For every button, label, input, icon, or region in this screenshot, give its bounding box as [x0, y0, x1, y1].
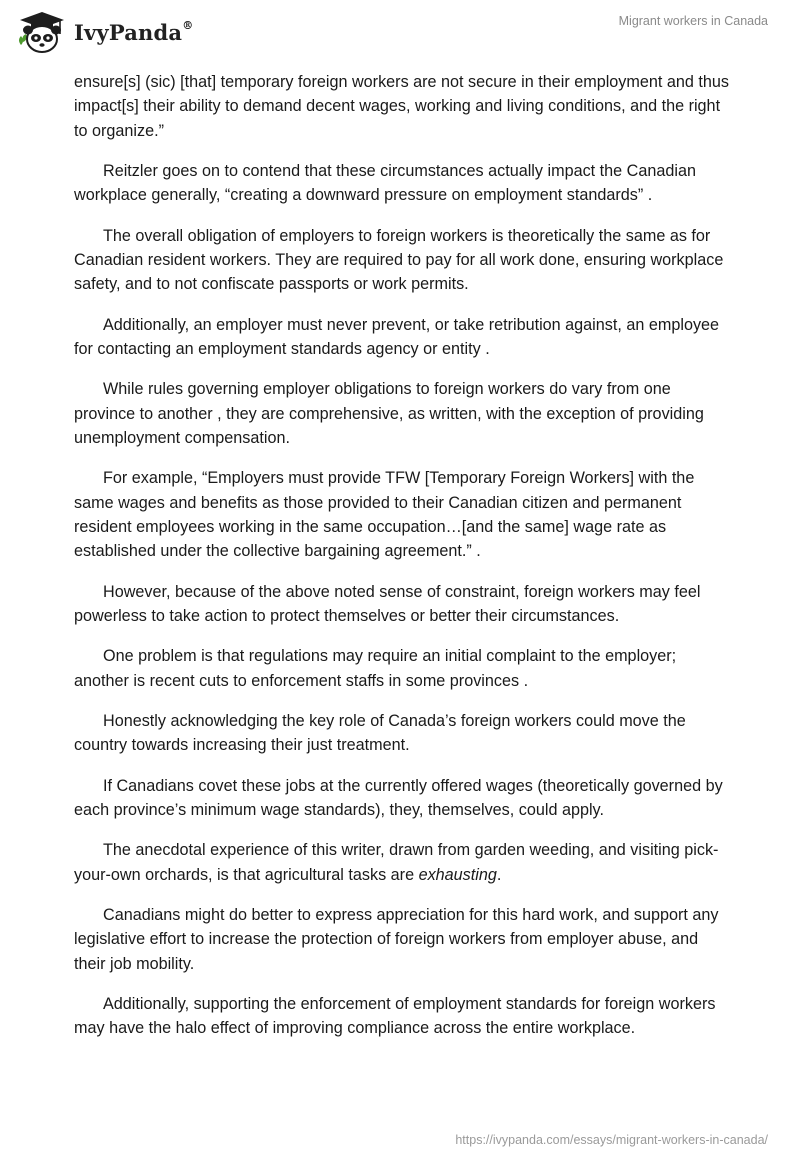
paragraph: Additionally, an employer must never prevent, or take retribution against, an employee for contacting an employment standards agency or entity .	[74, 315, 720, 359]
paragraph-tail: .	[496, 865, 502, 884]
paragraph: One problem is that regulations may require an initial complaint to the employer; another is recent cuts to enforcement staffs in some provinces .	[74, 647, 677, 690]
paragraph: The overall obligation of employers to foreign workers is theoretically the same as for Canadian resident workers. They are required to pay for all work done, ensuring workplace safety, and to not confiscate passports or work permits.	[74, 226, 724, 294]
paragraph	[74, 838, 734, 887]
essay-body	[74, 70, 734, 1056]
paragraph: Honestly acknowledging the key role of Canada’s foreign workers could move the country towards increasing their just treatment.	[74, 711, 686, 755]
paragraph: If Canadians covet these jobs at the currently offered wages (theoretically governed by each province’s minimum wage standards), they, themselves, could apply.	[74, 776, 723, 819]
paragraph: Canadians might do better to express appreciation for this hard work, and support any legislative effort to increase the protection of foreign workers from employer abuse, and their job mobility.	[74, 905, 719, 973]
paragraph: Reitzler goes on to contend that these circumstances actually impact the Canadian workplace generally, “creating a downward pressure on employment standards” .	[74, 162, 696, 205]
source-url-link[interactable]: https://ivypanda.com/essays/migrant-workers-in-canada/	[455, 1133, 768, 1147]
paragraph-text: The anecdotal experience of this writer, drawn from garden weeding, and visiting pick-your-own orchards, is that agricultural tasks are	[74, 841, 719, 884]
brand-name: IvyPanda®	[74, 18, 194, 45]
page-header	[0, 0, 800, 66]
emphasis-text: exhausting	[418, 865, 497, 884]
paragraph: While rules governing employer obligations to foreign workers do vary from one province to another , they are comprehensive, as written, with the exception of providing unemployment compensation.	[74, 380, 704, 448]
paragraph: Additionally, supporting the enforcement of employment standards for foreign workers may have the halo effect of improving compliance across the entire workplace.	[74, 994, 716, 1038]
panda-graduate-icon	[16, 10, 68, 54]
paragraph: For example, “Employers must provide TFW [Temporary Foreign Workers] with the same wages and benefits as those provided to their Canadian citizen and permanent resident employees working in the same occupation…[and the same] wage rate as established under the collective bargaining agreement.” .	[74, 469, 695, 561]
paragraph: ensure[s] (sic) [that] temporary foreign workers are not secure in their employment and thus impact[s] their ability to demand decent wages, working and living conditions, and the right to organize.”	[74, 73, 729, 140]
ivypanda-logo[interactable]	[16, 10, 193, 54]
document-title: Migrant workers in Canada	[618, 14, 768, 28]
paragraph: However, because of the above noted sense of constraint, foreign workers may feel powerless to take action to protect themselves or better their circumstances.	[74, 582, 701, 626]
